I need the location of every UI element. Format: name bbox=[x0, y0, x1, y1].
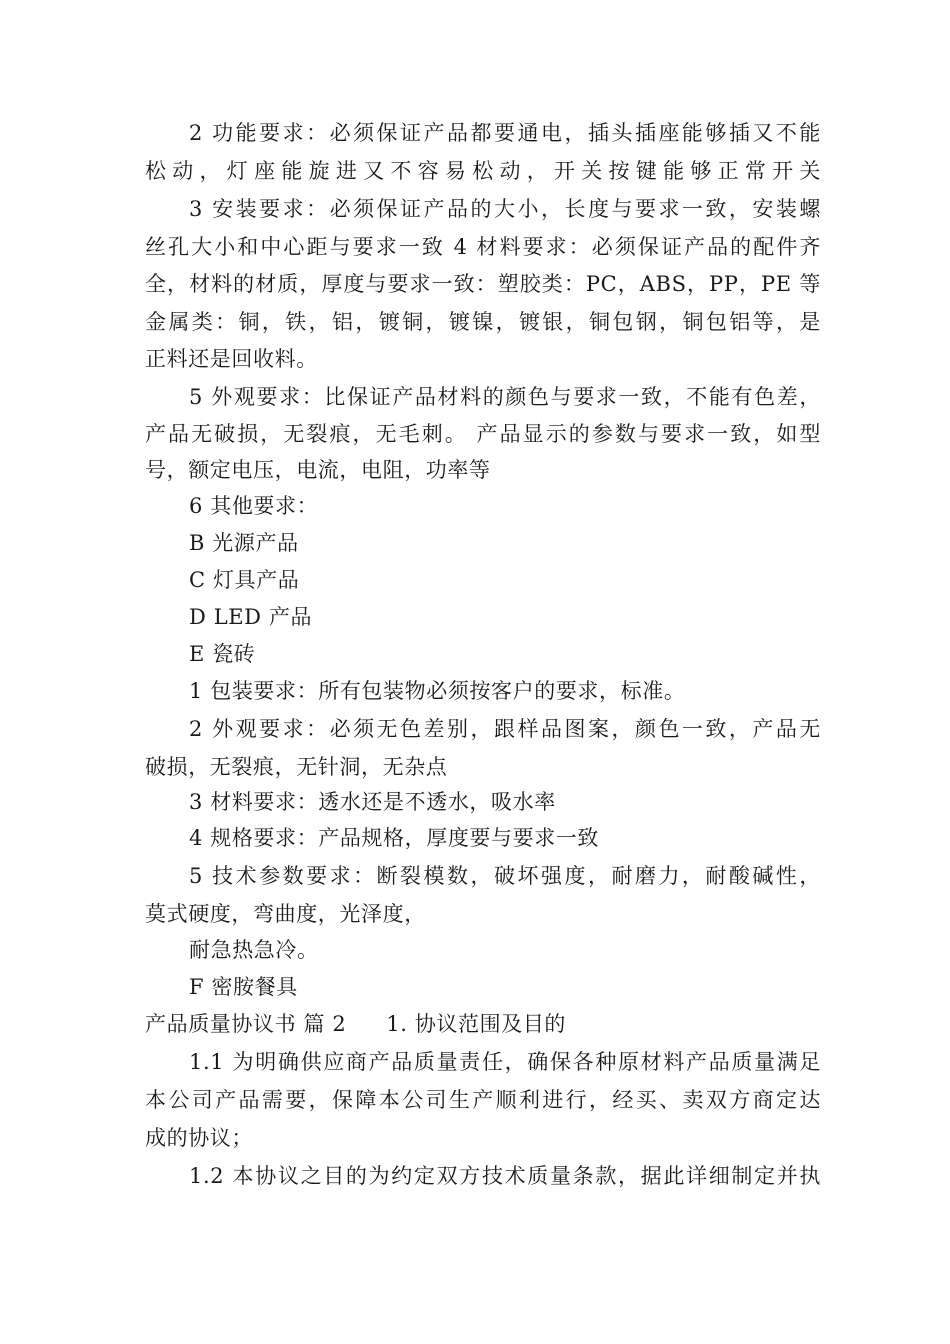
paragraph-line: 4 规格要求：产品规格，厚度要与要求一致 bbox=[189, 826, 600, 850]
paragraph-line: 正料还是回收料。 bbox=[145, 347, 318, 371]
paragraph-line: 全，材料的材质，厚度与要求一致：塑胶类：PC，ABS，PP，PE 等 bbox=[145, 272, 821, 296]
paragraph-line: 2 功能要求：必须保证产品都要通电，插头插座能够插又不能 bbox=[189, 121, 821, 145]
paragraph-line: 5 技术参数要求：断裂模数，破坏强度，耐磨力，耐酸碱性， bbox=[189, 864, 821, 888]
paragraph-line: 金属类：铜，铁，铝，镀铜，镀镍，镀银，铜包钢，铜包铝等，是 bbox=[145, 310, 821, 334]
paragraph-line: 破损，无裂痕，无针洞，无杂点 bbox=[145, 755, 448, 779]
paragraph-line: 号，额定电压，电流，电阻，功率等 bbox=[145, 458, 491, 482]
list-item: B 光源产品 bbox=[189, 531, 299, 555]
paragraph-line: 2 外观要求：必须无色差别，跟样品图案，颜色一致，产品无 bbox=[189, 717, 821, 741]
section-item: 1. 协议范围及目的 bbox=[386, 1012, 567, 1036]
paragraph-line: 1.1 为明确供应商产品质量责任，确保各种原材料产品质量满足 bbox=[189, 1050, 821, 1074]
paragraph-line: 3 安装要求：必须保证产品的大小，长度与要求一致，安装螺 bbox=[189, 197, 821, 221]
section-heading bbox=[145, 1006, 566, 1043]
paragraph-line: 产品无破损，无裂痕，无毛刺。 产品显示的参数与要求一致，如型 bbox=[145, 422, 821, 446]
paragraph-line: 3 材料要求：透水还是不透水，吸水率 bbox=[189, 790, 556, 814]
section-title: 产品质量协议书 篇 2 bbox=[145, 1012, 347, 1036]
paragraph-line: 1.2 本协议之目的为约定双方技术质量条款，据此详细制定并执 bbox=[189, 1164, 821, 1188]
paragraph-line: 丝孔大小和中心距与要求一致 4 材料要求：必须保证产品的配件齐 bbox=[145, 235, 821, 259]
paragraph-line: 1 包装要求：所有包装物必须按客户的要求，标准。 bbox=[189, 679, 686, 703]
paragraph-line: 本公司产品需要，保障本公司生产顺利进行，经买、卖双方商定达 bbox=[145, 1088, 821, 1112]
paragraph-line: 莫式硬度，弯曲度，光泽度， bbox=[145, 902, 426, 926]
paragraph-line: 耐急热急冷。 bbox=[189, 938, 319, 962]
list-item: F 密胺餐具 bbox=[189, 975, 298, 999]
paragraph-line: 5 外观要求：比保证产品材料的颜色与要求一致，不能有色差， bbox=[189, 385, 821, 409]
paragraph-line: 松动，灯座能旋进又不容易松动，开关按键能够正常开关 bbox=[145, 159, 821, 183]
list-item: E 瓷砖 bbox=[189, 642, 256, 666]
list-item: C 灯具产品 bbox=[189, 568, 300, 592]
paragraph-line: 6 其他要求： bbox=[189, 494, 319, 518]
list-item: D LED 产品 bbox=[189, 605, 313, 629]
paragraph-line: 成的协议； bbox=[145, 1126, 253, 1150]
